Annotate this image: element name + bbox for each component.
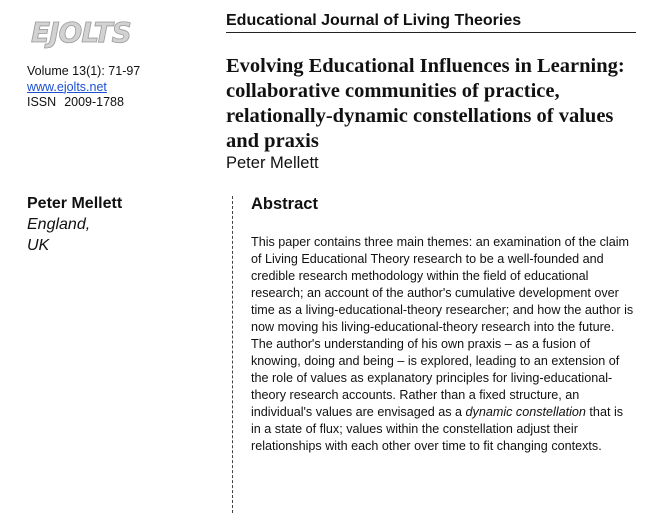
article-title: Evolving Educational Influences in Learning: collaborative communities of practice, relationally-dynamic constellations of values and praxis	[226, 55, 625, 152]
ejolts-logo	[27, 8, 139, 52]
journal-name: Educational Journal of Living Theories	[226, 10, 636, 33]
column-divider	[232, 196, 233, 513]
journal-website-link[interactable]: www.ejolts.net	[27, 79, 107, 94]
abstract-body	[251, 234, 635, 455]
abstract-paragraph-2	[251, 336, 635, 455]
author-location-line1: England,	[27, 216, 91, 233]
issn-number: 2009-1788	[64, 95, 124, 109]
issn-label: ISSN	[27, 95, 57, 109]
abstract-paragraph-2-start: The author's understanding of his own praxis – as a fusion of knowing, doing and being – is explored, leading to an extension of the role of values as explanatory principles for living-educational-theory research accounts. Rather than a fixed structure, an individual's values are envisaged as a	[251, 337, 620, 419]
publication-meta	[27, 64, 217, 111]
volume-info: Volume 13(1): 71-97	[27, 64, 141, 78]
issn-info	[27, 95, 217, 111]
abstract-emphasis: dynamic constellation	[465, 405, 586, 419]
logo-text: EJOLTS	[31, 16, 131, 49]
author-location-line2: UK	[27, 237, 50, 254]
author-block	[27, 193, 217, 256]
article-author: Peter Mellett	[226, 154, 319, 172]
author-name: Peter Mellett	[27, 195, 123, 212]
abstract-paragraph-2-end: that is in a state of flux; values within the constellation adjust their relationships with each other over time to fit changing contexts.	[251, 405, 624, 453]
abstract-paragraph-1: This paper contains three main themes: an examination of the claim of Living Educational Theory research to be a well-founded and credible research methodology within the field of educational research; an account of the author's cumulative development over time as a living-educational-theory researcher; and how the author is now moving his living-educational-theory research into the future.	[251, 235, 634, 334]
abstract-heading: Abstract	[251, 195, 318, 213]
